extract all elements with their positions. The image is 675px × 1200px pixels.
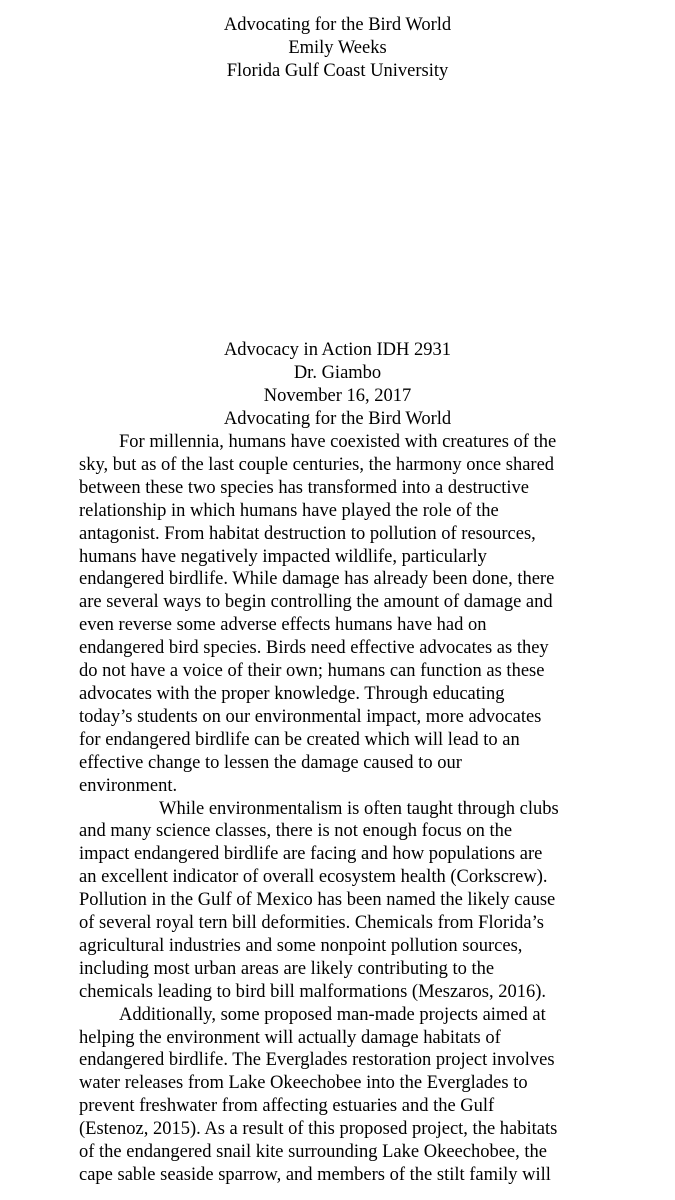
instructor-name: Dr. Giambo xyxy=(293,363,382,383)
text-line: (Estenoz, 2015). As a result of this proposed project, the habitats xyxy=(79,1119,558,1140)
essay-body xyxy=(79,431,599,1187)
text-line: While environmentalism is often taught through clubs xyxy=(159,798,559,819)
text-line: water releases from Lake Okeechobee into the Everglades to xyxy=(79,1073,528,1094)
text-line: Pollution in the Gulf of Mexico has been named the likely cause xyxy=(79,890,556,911)
cover-author: Emily Weeks xyxy=(288,38,387,58)
text-line: endangered birdlife. The Everglades restoration project involves xyxy=(79,1050,555,1071)
text-line: impact endangered birdlife are facing and how populations are xyxy=(79,844,543,865)
text-line: environment. xyxy=(79,775,178,796)
text-line: prevent freshwater from affecting estuaries and the Gulf xyxy=(79,1096,495,1117)
paragraph-2 xyxy=(79,798,599,1004)
text-line: sky, but as of the last couple centuries, the harmony once shared xyxy=(79,454,555,475)
text-line: agricultural industries and some nonpoint pollution sources, xyxy=(79,935,523,956)
text-line: even reverse some adverse effects humans have had on xyxy=(79,615,487,636)
text-line: including most urban areas are likely contributing to the xyxy=(79,958,495,979)
text-line: today’s students on our environmental impact, more advocates xyxy=(79,706,542,727)
text-line: antagonist. From habitat destruction to pollution of resources, xyxy=(79,523,536,544)
text-line: For millennia, humans have coexisted with creatures of the xyxy=(119,432,557,452)
paragraph-3 xyxy=(79,1004,599,1187)
course-name: Advocacy in Action IDH 2931 xyxy=(223,340,452,360)
text-line: and many science classes, there is not enough focus on the xyxy=(79,821,513,842)
text-line: effective change to lessen the damage caused to our xyxy=(79,752,462,773)
heading-block xyxy=(0,339,675,431)
cover-block xyxy=(0,14,675,83)
paper-title: Advocating for the Bird World xyxy=(223,409,452,429)
text-line: helping the environment will actually damage habitats of xyxy=(79,1027,501,1048)
text-line: of the endangered snail kite surrounding Lake Okeechobee, the xyxy=(79,1142,547,1163)
text-line: advocates with the proper knowledge. Through educating xyxy=(79,683,505,704)
text-line: do not have a voice of their own; humans can function as these xyxy=(79,661,545,682)
text-line: endangered bird species. Birds need effective advocates as they xyxy=(79,638,549,659)
text-line: cape sable seaside sparrow, and members of the stilt family will xyxy=(79,1165,551,1185)
text-line: for endangered birdlife can be created which will lead to an xyxy=(79,729,520,750)
document-date: November 16, 2017 xyxy=(263,386,412,406)
text-line: an excellent indicator of overall ecosystem health (Corkscrew). xyxy=(79,867,548,888)
text-line: relationship in which humans have played the role of the xyxy=(79,500,499,521)
text-line: Additionally, some proposed man-made projects aimed at xyxy=(119,1004,546,1025)
cover-title: Advocating for the Bird World xyxy=(223,15,452,35)
text-line: humans have negatively impacted wildlife, particularly xyxy=(79,546,487,567)
text-line: are several ways to begin controlling the amount of damage and xyxy=(79,592,553,613)
text-line: endangered birdlife. While damage has already been done, there xyxy=(79,569,555,590)
paragraph-1 xyxy=(79,431,599,798)
text-line: chemicals leading to bird bill malformations (Meszaros, 2016). xyxy=(79,981,547,1002)
text-line: of several royal tern bill deformities. Chemicals from Florida’s xyxy=(79,913,544,934)
cover-institution: Florida Gulf Coast University xyxy=(226,61,449,81)
text-line: between these two species has transformed into a destructive xyxy=(79,477,530,498)
